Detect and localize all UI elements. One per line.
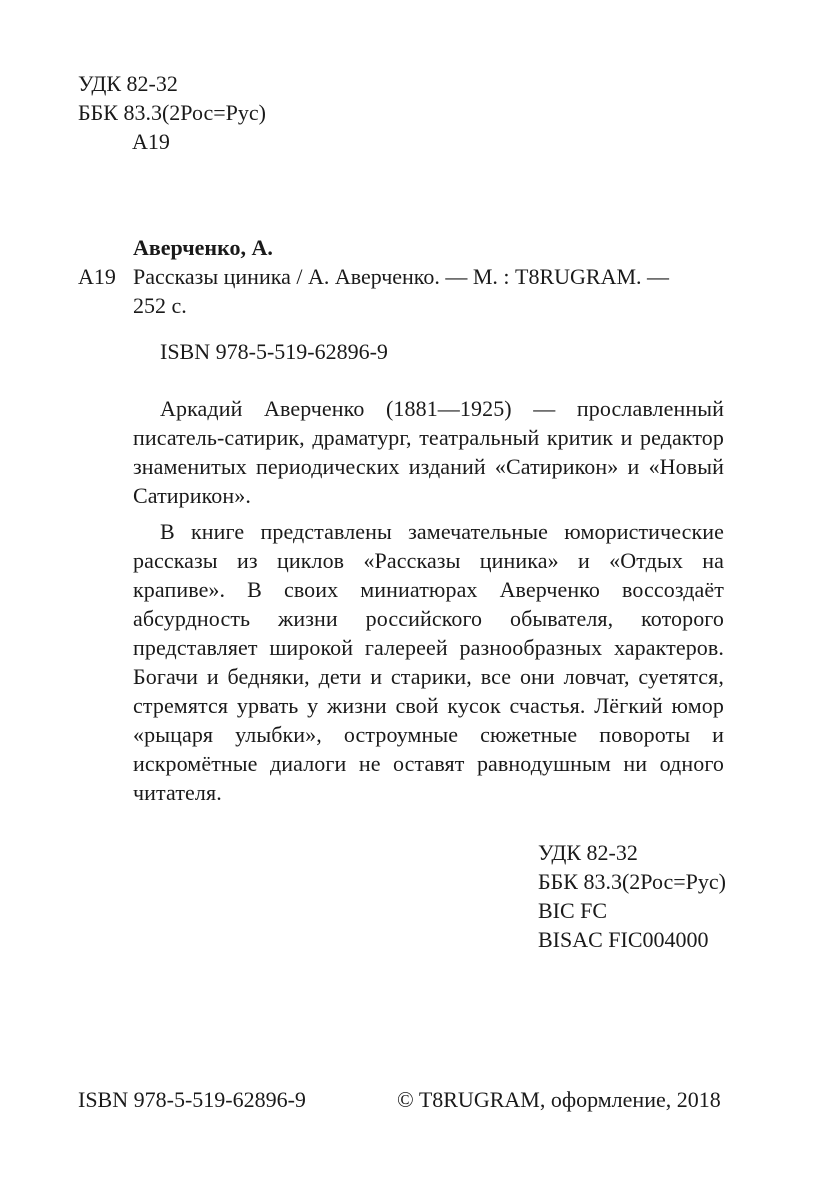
footer-isbn: ISBN 978-5-519-62896-9 <box>78 1087 306 1112</box>
bic-code: BIC FC <box>538 898 608 923</box>
entry-isbn: ISBN 978-5-519-62896-9 <box>160 339 388 364</box>
description-pages-line: 252 с. <box>133 293 187 318</box>
top-classification-codes <box>78 69 266 156</box>
bbk-code: ББК 83.3(2Рос=Рус) <box>78 100 266 125</box>
annotation <box>133 394 724 807</box>
entry-author-sign: А19 <box>78 264 116 289</box>
author-heading: Аверченко, А. <box>133 235 273 260</box>
udk-code-bottom: УДК 82-32 <box>538 840 638 865</box>
annotation-paragraph-1: Аркадий Аверченко (1881—1925) — прославленный писатель-сатирик, драматург, театральный критик и редактор знаменитых периодических изданий «Сатирикон» и «Новый Сатирикон». <box>133 396 724 508</box>
bisac-code: BISAC FIC004000 <box>538 927 709 952</box>
bbk-code-bottom: ББК 83.3(2Рос=Рус) <box>538 869 726 894</box>
author-sign: А19 <box>132 129 170 154</box>
bibliographic-description <box>133 262 723 320</box>
description-title-line: Рассказы циника / А. Аверченко. — М. : T8RUGRAM. — <box>133 264 670 289</box>
bottom-classification-codes <box>538 838 726 954</box>
annotation-paragraph-2: В книге представлены замечательные юмористические рассказы из циклов «Рассказы циника» и «Отдых на крапиве». В своих миниатюрах Аверченко воссоздаёт абсурдность жизни российского обывателя, которого представляет широкой галереей разнообразных характеров. Богачи и бедняки, дети и старики, все они ловчат, суетятся, стремятся урвать у жизни свой кусок счастья. Лёгкий юмор «рыцаря улыбки», остроумные сюжетные повороты и искромётные диалоги не оставят равнодушным ни одного читателя. <box>133 519 724 805</box>
udk-code: УДК 82-32 <box>78 71 178 96</box>
footer-copyright: © T8RUGRAM, оформление, 2018 <box>397 1087 721 1112</box>
